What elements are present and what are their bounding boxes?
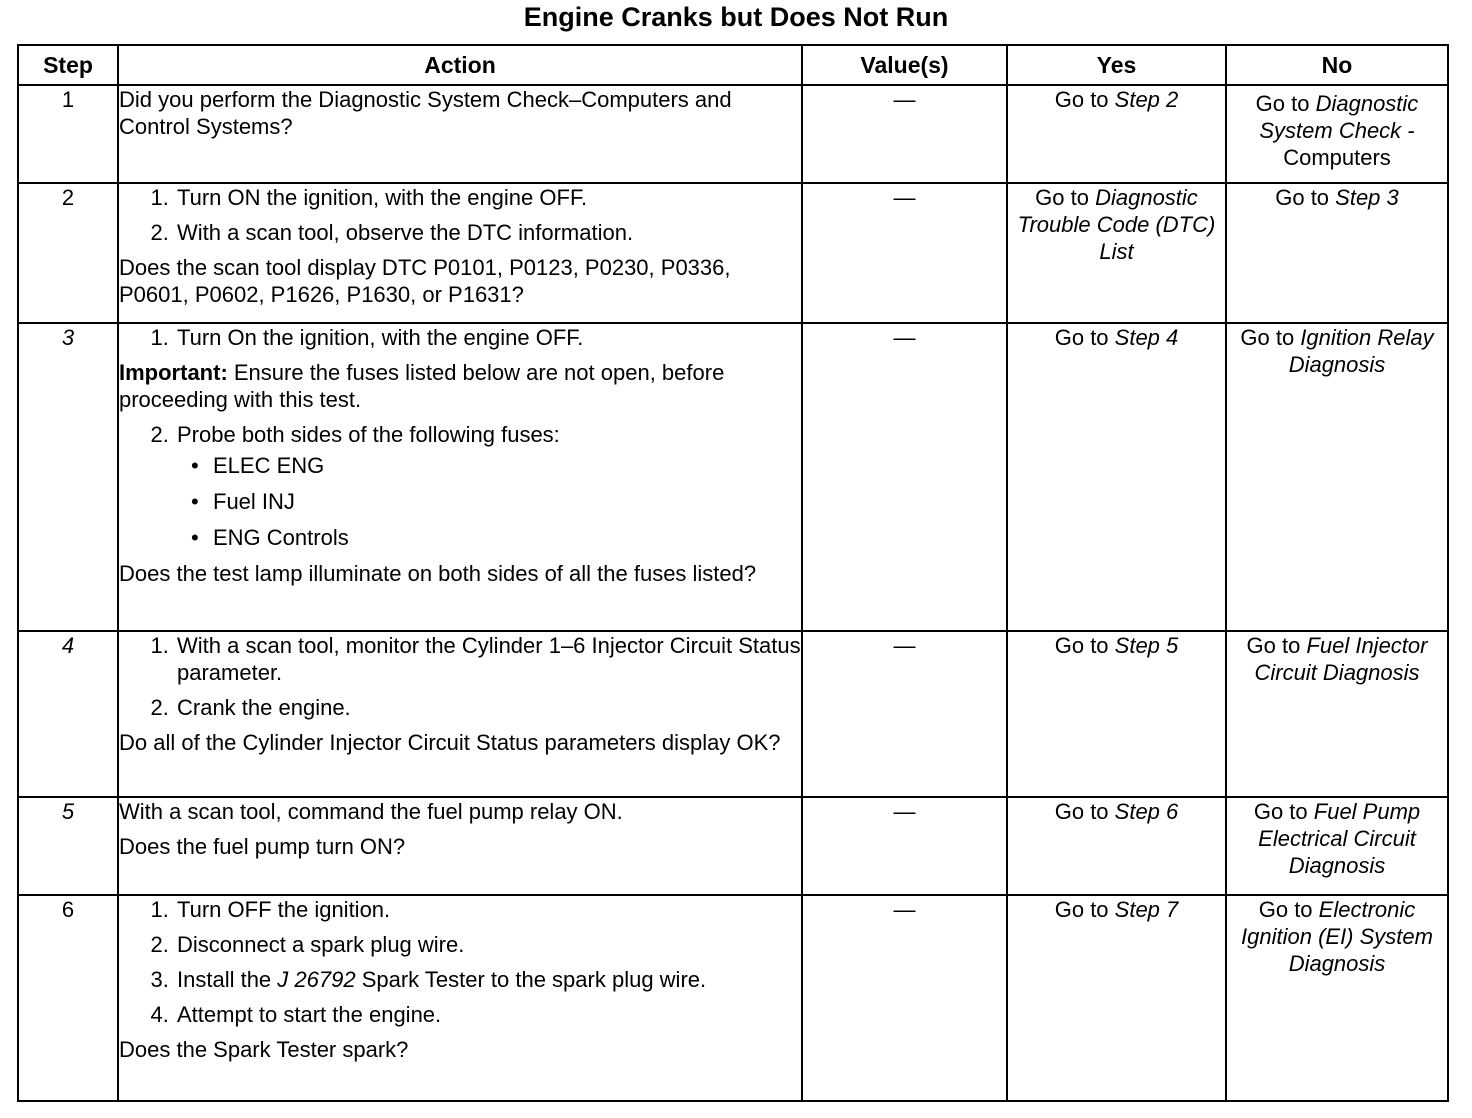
action-step: 2. Probe both sides of the following fuses: bbox=[175, 421, 801, 448]
action-step: 4. Attempt to start the engine. bbox=[175, 1001, 801, 1028]
yes-cell bbox=[1007, 183, 1226, 323]
table-row bbox=[18, 797, 1448, 895]
value-cell: — bbox=[802, 895, 1007, 1101]
action-steps bbox=[119, 896, 801, 1028]
no-prefix: Go to bbox=[1240, 325, 1301, 350]
header-action: Action bbox=[118, 45, 802, 85]
yes-prefix: Go to bbox=[1054, 799, 1115, 824]
action-cell bbox=[118, 183, 802, 323]
no-link[interactable]: Electronic Ignition (EI) System Diagnosis bbox=[1241, 897, 1433, 976]
yes-prefix: Go to bbox=[1035, 185, 1096, 210]
no-prefix: Go to bbox=[1258, 897, 1319, 922]
action-cell bbox=[118, 85, 802, 183]
action-cell bbox=[118, 323, 802, 631]
action-question: Does the Spark Tester spark? bbox=[119, 1037, 409, 1062]
action-question: Does the test lamp illuminate on both sides of all the fuses listed? bbox=[119, 561, 757, 586]
action-step: 2. Crank the engine. bbox=[175, 694, 801, 721]
no-cell bbox=[1226, 797, 1448, 895]
no-link[interactable]: Fuel Pump Electrical Circuit Diagnosis bbox=[1258, 799, 1421, 878]
fuse-item: • ELEC ENG bbox=[213, 452, 801, 479]
value-cell: — bbox=[802, 797, 1007, 895]
step-number: 4 bbox=[18, 631, 118, 797]
no-link[interactable]: Ignition Relay Diagnosis bbox=[1288, 325, 1434, 377]
yes-prefix: Go to bbox=[1054, 633, 1115, 658]
no-link[interactable]: Step 3 bbox=[1335, 185, 1399, 210]
yes-cell bbox=[1007, 323, 1226, 631]
tool-number: J 26792 bbox=[277, 967, 356, 992]
important-note bbox=[119, 359, 801, 413]
action-steps bbox=[119, 632, 801, 721]
action-steps bbox=[119, 184, 801, 246]
header-no: No bbox=[1226, 45, 1448, 85]
yes-link[interactable]: Step 5 bbox=[1114, 633, 1179, 658]
table-row bbox=[18, 895, 1448, 1101]
table-row bbox=[18, 323, 1448, 631]
action-step: 2. Disconnect a spark plug wire. bbox=[175, 931, 801, 958]
table-row bbox=[18, 85, 1448, 183]
yes-prefix: Go to bbox=[1054, 325, 1115, 350]
no-prefix: Go to bbox=[1253, 799, 1314, 824]
no-link[interactable]: Fuel Injector Circuit Diagnosis bbox=[1254, 633, 1428, 685]
action-step: 1. Turn ON the ignition, with the engine OFF. bbox=[175, 184, 801, 211]
yes-link[interactable]: Step 2 bbox=[1114, 87, 1179, 112]
yes-link[interactable]: Step 7 bbox=[1114, 897, 1179, 922]
fuse-item: • ENG Controls bbox=[213, 524, 801, 551]
step3-post: Spark Tester to the spark plug wire. bbox=[355, 967, 707, 992]
step-number: 5 bbox=[18, 797, 118, 895]
no-link[interactable]: Diagnostic System Check - bbox=[1259, 91, 1419, 143]
yes-cell bbox=[1007, 797, 1226, 895]
no-cell bbox=[1226, 323, 1448, 631]
action-cell bbox=[118, 895, 802, 1101]
action-cell bbox=[118, 631, 802, 797]
action-step bbox=[175, 966, 801, 993]
value-cell: — bbox=[802, 183, 1007, 323]
header-row bbox=[18, 45, 1448, 85]
step-number: 6 bbox=[18, 895, 118, 1101]
action-steps bbox=[119, 324, 801, 351]
value-cell: — bbox=[802, 85, 1007, 183]
no-cell bbox=[1226, 85, 1448, 183]
no-cell bbox=[1226, 631, 1448, 797]
important-label: Important: bbox=[119, 360, 228, 385]
important-text: Ensure the fuses listed below are not open, before proceeding with this test. bbox=[119, 360, 725, 412]
action-steps bbox=[119, 421, 801, 448]
step-number: 3 bbox=[18, 323, 118, 631]
action-step: 2. With a scan tool, observe the DTC information. bbox=[175, 219, 801, 246]
yes-prefix: Go to bbox=[1054, 897, 1115, 922]
yes-link[interactable]: Diagnostic Trouble Code (DTC) List bbox=[1017, 185, 1216, 264]
action-line: With a scan tool, command the fuel pump relay ON. bbox=[119, 799, 623, 824]
header-yes: Yes bbox=[1007, 45, 1226, 85]
yes-link[interactable]: Step 4 bbox=[1114, 325, 1179, 350]
no-prefix: Go to bbox=[1246, 633, 1307, 658]
value-cell: — bbox=[802, 631, 1007, 797]
no-prefix: Go to bbox=[1255, 91, 1316, 116]
no-cell bbox=[1226, 895, 1448, 1101]
action-question: Do all of the Cylinder Injector Circuit Status parameters display OK? bbox=[119, 730, 781, 755]
step-number: 2 bbox=[18, 183, 118, 323]
header-step: Step bbox=[18, 45, 118, 85]
no-suffix: Computers bbox=[1283, 145, 1391, 170]
value-cell: — bbox=[802, 323, 1007, 631]
yes-cell bbox=[1007, 85, 1226, 183]
page-title: Engine Cranks but Does Not Run bbox=[523, 2, 949, 32]
no-cell bbox=[1226, 183, 1448, 323]
diagnostic-table bbox=[17, 44, 1449, 1102]
yes-prefix: Go to bbox=[1054, 87, 1115, 112]
yes-link[interactable]: Step 6 bbox=[1114, 799, 1179, 824]
step3-pre: Install the bbox=[177, 967, 278, 992]
fuse-list bbox=[119, 452, 801, 551]
action-question: Does the scan tool display DTC P0101, P0123, P0230, P0336, P0601, P0602, P1626, P1630, or P1631? bbox=[119, 255, 731, 307]
table-row bbox=[18, 631, 1448, 797]
action-question: Did you perform the Diagnostic System Check–Computers and Control Systems? bbox=[119, 87, 732, 139]
action-step: 1. With a scan tool, monitor the Cylinder 1–6 Injector Circuit Status parameter. bbox=[175, 632, 801, 686]
action-step: 1. Turn On the ignition, with the engine OFF. bbox=[175, 324, 801, 351]
yes-cell bbox=[1007, 631, 1226, 797]
step-number: 1 bbox=[18, 85, 118, 183]
action-step: 1. Turn OFF the ignition. bbox=[175, 896, 801, 923]
table-row bbox=[18, 183, 1448, 323]
no-prefix: Go to bbox=[1275, 185, 1336, 210]
fuse-item: • Fuel INJ bbox=[213, 488, 801, 515]
header-values: Value(s) bbox=[802, 45, 1007, 85]
action-cell bbox=[118, 797, 802, 895]
action-question: Does the fuel pump turn ON? bbox=[119, 834, 406, 859]
yes-cell bbox=[1007, 895, 1226, 1101]
